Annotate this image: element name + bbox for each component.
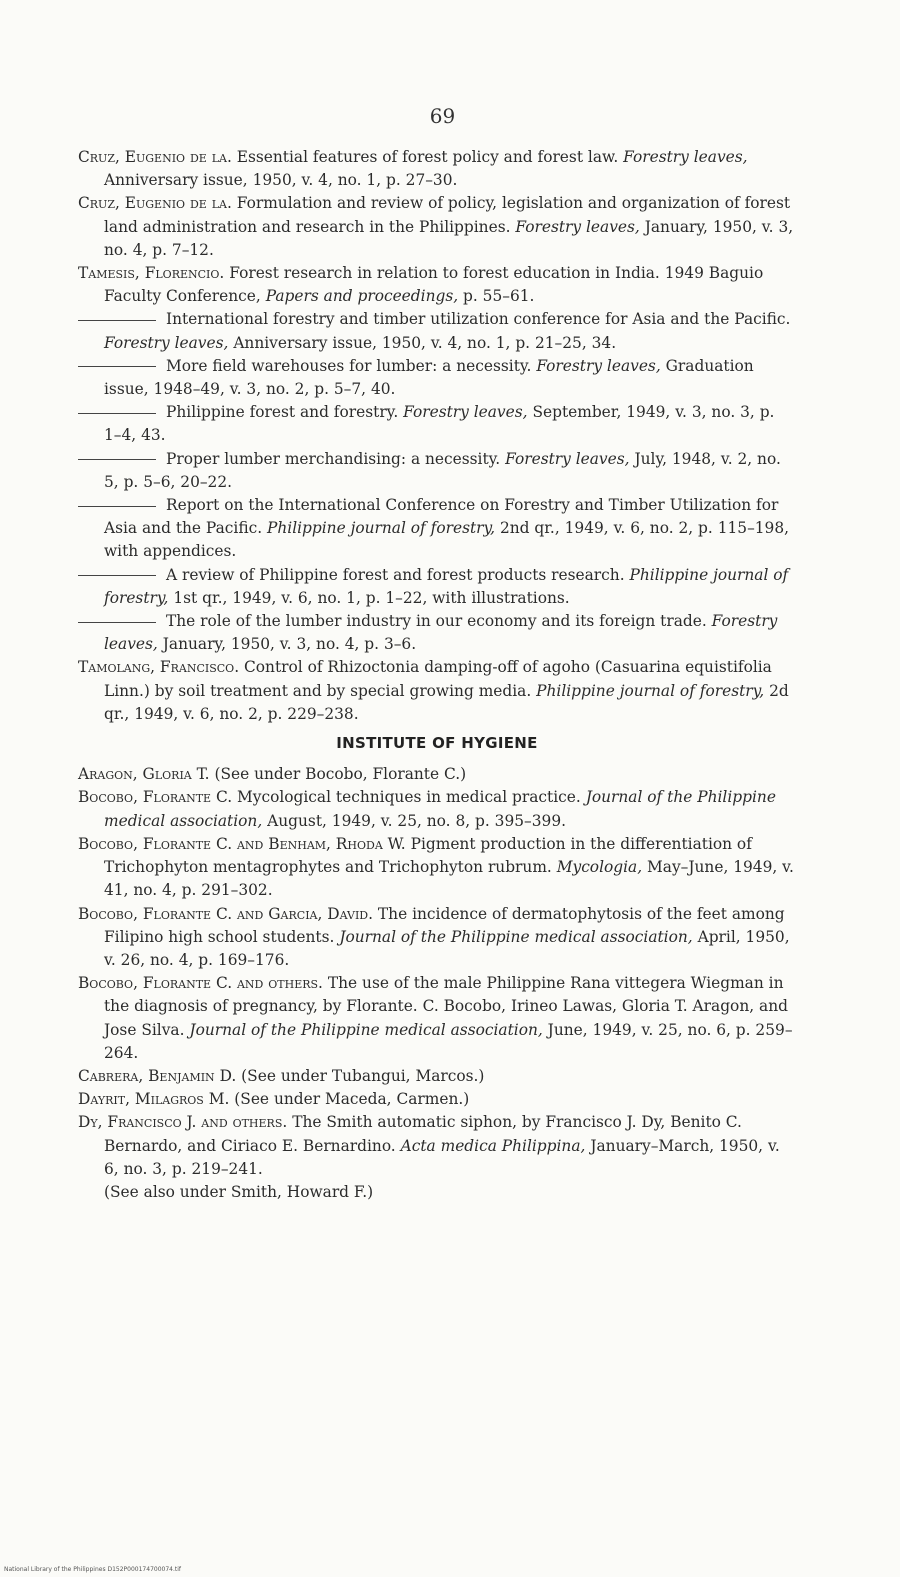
bibliography-entry [78,448,796,494]
entry-author: Bocobo, Florante C. [78,788,233,807]
ditto-dash [78,575,156,576]
entry-author: Cabrera, Benjamin D. [78,1066,237,1085]
bibliography-entry [78,1065,796,1088]
entry-citation: p. 55–61. [463,287,535,306]
entry-title: The incidence of dermatophytosis of the feet among Filipino high school students. [104,904,785,946]
entry-journal: Forestry leaves, [515,217,640,236]
entry-title: Forest research in relation to forest education in India. 1949 Baguio Faculty Conference, [104,264,764,306]
bibliography-content [78,146,796,1204]
entry-author: Tamesis, Florencio. [78,264,225,283]
entry-title: The role of the lumber industry in our economy and its foreign trade. [166,612,707,631]
entry-title: Essential features of forest policy and forest law. [236,148,619,166]
see-also-note: (See also under Smith, Howard F.) [104,1182,374,1201]
entry-title: Proper lumber merchandising: a necessity. [166,449,501,468]
entry-title: (See under Maceda, Carmen.) [234,1090,470,1109]
entry-author: Bocobo, Florante C. and others. [78,974,323,993]
entry-title: (See under Bocobo, Florante C.) [214,765,467,784]
entry-journal: Papers and proceedings, [265,287,459,306]
entry-citation: July, 1948, v. 2, no. 5, p. 5–6, 20–22. [104,449,781,491]
bibliography-entry [78,656,796,726]
entry-author: Dayrit, Milagros M. [78,1090,230,1109]
entry-journal: Forestry leaves, [403,403,528,422]
bibliography-entry [78,903,796,973]
entry-journal: Philippine journal of forestry, [104,565,789,607]
bibliography-entry [78,1111,796,1181]
ditto-dash [78,366,156,367]
bibliography-entry [78,308,796,354]
entry-journal: Journal of the Philippine medical association, [339,927,693,946]
bibliography-entry [78,564,796,610]
ditto-dash [78,506,156,507]
entry-title: Pigment production in the differentiation of Trichophyton mentagrophytes and Trichophyton rubrum. [104,834,752,877]
entry-author: Bocobo, Florante C. and Garcia, David. [78,904,374,923]
entry-title: Mycological techniques in medical practice. [237,788,581,807]
section-heading: INSTITUTE OF HYGIENE [336,734,538,753]
ditto-dash [78,320,156,321]
bibliography-entry [78,401,796,447]
entry-citation: May–June, 1949, v. 41, no. 4, p. 291–302. [104,858,794,900]
bibliography-entry [78,355,796,401]
entry-citation: 1st qr., 1949, v. 6, no. 1, p. 1–22, with illustrations. [173,588,570,607]
bibliography-entry [78,192,796,262]
bibliography-entry [78,972,796,1065]
bibliography-entry [78,763,796,786]
entry-citation: January–March, 1950, v. 6, no. 3, p. 219–241. [104,1136,780,1178]
bibliography-entry [78,833,796,903]
entry-journal: Journal of the Philippine medical association, [104,788,776,830]
entry-author: Dy, Francisco J. and others. [78,1113,288,1132]
entry-citation: April, 1950, v. 26, no. 4, p. 169–176. [104,927,790,969]
entry-citation: January, 1950, v. 3, no. 4, p. 7–12. [104,217,794,259]
entry-title: The Smith automatic siphon, by Francisco J. Dy, Benito C. Bernardo, and Ciriaco E. Bernardino. [104,1113,742,1155]
ditto-dash [78,459,156,460]
entry-author: Cruz, Eugenio de la. [78,148,232,166]
entry-citation: 2nd qr., 1949, v. 6, no. 2, p. 115–198, with appendices. [104,519,790,561]
entry-citation: Anniversary issue, 1950, v. 4, no. 1, p. 21–25, 34. [233,333,617,352]
entry-title: Report on the International Conference on Forestry and Timber Utilization for Asia and the Pacific. [104,496,779,538]
entry-title: Formulation and review of policy, legislation and organization of forest land administration and research in the Philippines. [104,194,791,236]
ditto-dash [78,622,156,623]
entry-journal: Forestry leaves, [505,449,630,468]
entry-title: Control of Rhizoctonia damping-off of agoho (Casuarina equistifolia Linn.) by soil treatment and by special growing media. [104,658,772,700]
ditto-dash [78,413,156,414]
entry-journal: Journal of the Philippine medical association, [189,1020,543,1039]
entry-citation: June, 1949, v. 25, no. 6, p. 259–264. [104,1020,793,1062]
bibliography-entry [78,610,796,656]
entry-author: Aragon, Gloria T. [78,765,210,784]
entry-journal: Philippine journal of forestry, [536,681,765,700]
entry-title: A review of Philippine forest and forest products research. [166,565,625,584]
entry-author: Bocobo, Florante C. and Benham, Rhoda W. [78,834,406,853]
bibliography-entry [78,786,796,832]
entry-citation: Anniversary issue, 1950, v. 4, no. 1, p. 27–30. [104,171,458,190]
entry-author: Tamolang, Francisco. [78,658,240,677]
entry-title: Philippine forest and forestry. [166,403,399,422]
bibliography-entry [78,1088,796,1111]
bibliography-entry [78,146,796,192]
entries-hygiene [78,763,796,1181]
entry-journal: Mycologia, [556,858,643,877]
entry-author: Cruz, Eugenio de la. [78,194,232,213]
entry-journal: Forestry leaves, [623,148,748,166]
entry-citation: January, 1950, v. 3, no. 4, p. 3–6. [162,635,417,654]
entry-journal: Forestry leaves, [104,333,229,352]
entry-citation: 2d qr., 1949, v. 6, no. 2, p. 229–238. [104,681,789,723]
bibliography-entry [78,262,796,308]
entry-title: The use of the male Philippine Rana vittegera Wiegman in the diagnosis of pregnancy, by Florante. C. Bocobo, Irineo Lawas, Gloria T. Aragon, and Jose Silva. [104,974,788,1039]
bibliography-entry [78,494,796,564]
entry-citation: August, 1949, v. 25, no. 8, p. 395–399. [267,811,567,830]
entry-citation: September, 1949, v. 3, no. 3, p. 1–4, 43. [104,403,775,445]
footer-credit: National Library of the Philippines D152P000174700074.tif [4,1566,182,1573]
entry-title: More field warehouses for lumber: a necessity. [166,356,532,375]
entry-title: International forestry and timber utilization conference for Asia and the Pacific. [166,310,791,329]
entry-journal: Philippine journal of forestry, [267,519,496,538]
entry-journal: Acta medica Philippina, [400,1136,586,1155]
entry-title: (See under Tubangui, Marcos.) [241,1066,485,1085]
entries-forestry [78,146,796,726]
entry-journal: Forestry leaves, [104,612,778,654]
entry-citation: Graduation issue, 1948–49, v. 3, no. 2, p. 5–7, 40. [104,356,754,399]
page-number: 69 [429,104,456,128]
entry-journal: Forestry leaves, [536,356,661,375]
